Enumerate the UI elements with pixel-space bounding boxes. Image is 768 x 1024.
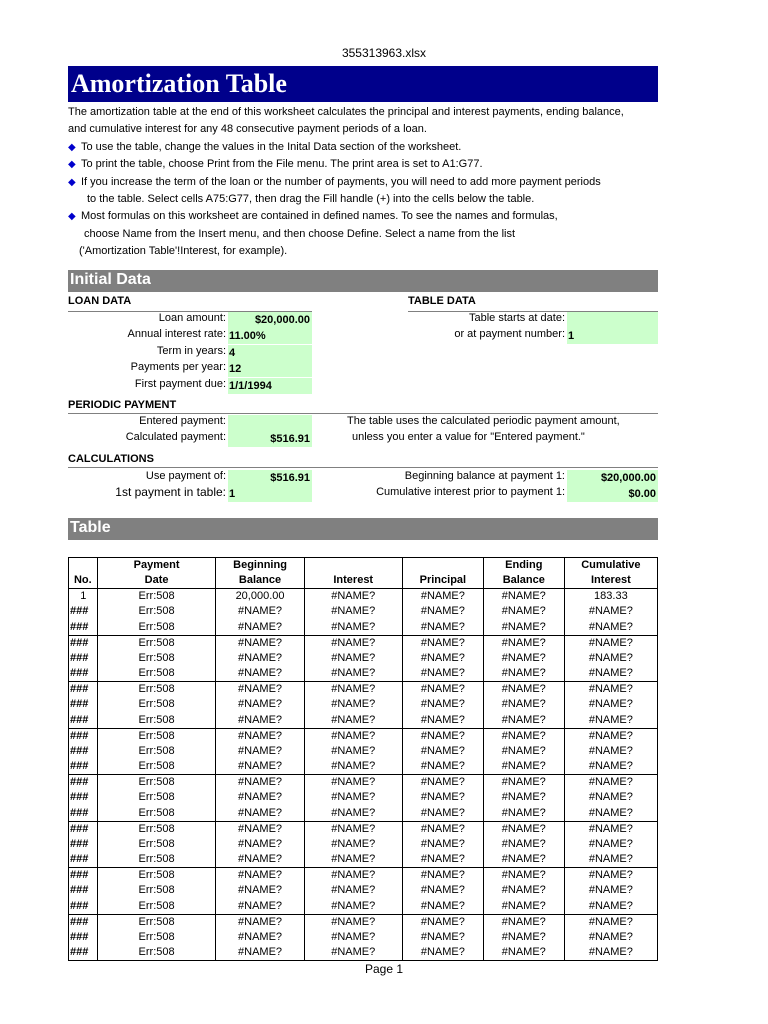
table-cell: #NAME? <box>564 837 657 853</box>
table-cell: #NAME? <box>216 868 304 884</box>
table-cell: ### <box>69 775 98 791</box>
table-cell: 1 <box>69 589 98 605</box>
column-header: Principal <box>402 558 483 589</box>
cumulative-interest-prior-cell: $0.00 <box>567 486 658 502</box>
column-header: Cumulative Interest <box>564 558 657 589</box>
table-cell: #NAME? <box>216 759 304 775</box>
table-cell: Err:508 <box>97 682 216 698</box>
table-cell: #NAME? <box>564 806 657 822</box>
table-cell: #NAME? <box>564 868 657 884</box>
table-cell: Err:508 <box>97 883 216 899</box>
table-cell: #NAME? <box>483 666 564 682</box>
table-cell: #NAME? <box>483 728 564 744</box>
intro-line: The amortization table at the end of this worksheet calculates the principal and interest payments, ending balance, <box>68 106 624 118</box>
table-cell: #NAME? <box>564 945 657 961</box>
cumulative-interest-prior-label: Cumulative interest prior to payment 1: <box>376 486 565 498</box>
initial-data-heading: Initial Data <box>70 271 151 288</box>
table-cell: #NAME? <box>402 744 483 760</box>
table-cell: #NAME? <box>402 821 483 837</box>
table-cell: #NAME? <box>402 883 483 899</box>
intro-line: and cumulative interest for any 48 consecutive payment periods of a loan. <box>68 123 427 136</box>
table-cell: #NAME? <box>483 914 564 930</box>
table-cell: #NAME? <box>304 713 402 729</box>
loan-amount-cell[interactable]: $20,000.00 <box>228 312 312 328</box>
table-cell: #NAME? <box>402 635 483 651</box>
table-cell: Err:508 <box>97 899 216 915</box>
table-cell: #NAME? <box>402 806 483 822</box>
table-cell: #NAME? <box>402 945 483 961</box>
table-cell: #NAME? <box>402 589 483 605</box>
table-row <box>69 930 658 946</box>
table-row <box>69 589 658 605</box>
table-cell: ### <box>69 713 98 729</box>
table-cell: #NAME? <box>304 620 402 636</box>
intro-bullet: ◆ Most formulas on this worksheet are contained in defined names. To see the names and formulas, <box>68 208 668 225</box>
periodic-payment-heading: PERIODIC PAYMENT <box>68 399 177 411</box>
table-cell: ### <box>69 945 98 961</box>
first-payment-due-cell[interactable]: 1/1/1994 <box>228 378 312 394</box>
table-row <box>69 713 658 729</box>
table-cell: #NAME? <box>483 930 564 946</box>
table-cell: #NAME? <box>564 635 657 651</box>
table-cell: #NAME? <box>564 883 657 899</box>
table-cell: #NAME? <box>564 759 657 775</box>
table-cell: Err:508 <box>97 697 216 713</box>
table-cell: #NAME? <box>216 651 304 667</box>
table-cell: Err:508 <box>97 930 216 946</box>
table-cell: #NAME? <box>304 945 402 961</box>
table-cell: #NAME? <box>564 790 657 806</box>
table-cell: #NAME? <box>304 744 402 760</box>
table-cell: ### <box>69 899 98 915</box>
table-cell: #NAME? <box>402 728 483 744</box>
table-cell: #NAME? <box>483 697 564 713</box>
table-row <box>69 806 658 822</box>
table-row <box>69 837 658 853</box>
table-cell: #NAME? <box>216 697 304 713</box>
table-cell: #NAME? <box>564 604 657 620</box>
intro-bullet-cont: choose Name from the Insert menu, and then choose Define. Select a name from the list <box>84 227 516 240</box>
table-cell: Err:508 <box>97 728 216 744</box>
table-cell: #NAME? <box>304 790 402 806</box>
table-cell: Err:508 <box>97 651 216 667</box>
table-cell: Err:508 <box>97 713 216 729</box>
column-header: No. <box>69 558 98 589</box>
table-cell: ### <box>69 806 98 822</box>
table-cell: Err:508 <box>97 604 216 620</box>
table-cell: #NAME? <box>304 883 402 899</box>
table-cell: #NAME? <box>483 589 564 605</box>
table-row <box>69 635 658 651</box>
table-cell: ### <box>69 651 98 667</box>
table-cell: #NAME? <box>402 837 483 853</box>
table-cell: 183.33 <box>564 589 657 605</box>
table-cell: #NAME? <box>304 635 402 651</box>
first-payment-in-table-cell: 1 <box>228 486 312 502</box>
table-cell: ### <box>69 697 98 713</box>
calculated-payment-cell: $516.91 <box>228 431 312 447</box>
table-cell: #NAME? <box>564 914 657 930</box>
intro-text <box>68 104 668 261</box>
table-row <box>69 790 658 806</box>
first-payment-in-table-label: 1st payment in table: <box>115 485 226 499</box>
table-cell: Err:508 <box>97 790 216 806</box>
table-cell: ### <box>69 728 98 744</box>
table-cell: #NAME? <box>402 790 483 806</box>
amortization-table <box>68 557 658 961</box>
table-cell: Err:508 <box>97 666 216 682</box>
table-cell: #NAME? <box>402 899 483 915</box>
table-row <box>69 744 658 760</box>
table-cell: #NAME? <box>564 728 657 744</box>
beginning-balance-label: Beginning balance at payment 1: <box>404 470 565 482</box>
table-cell: #NAME? <box>304 589 402 605</box>
table-cell: Err:508 <box>97 837 216 853</box>
first-payment-due-label: First payment due: <box>134 378 226 390</box>
table-cell: ### <box>69 852 98 868</box>
table-cell: Err:508 <box>97 589 216 605</box>
table-cell: #NAME? <box>402 914 483 930</box>
table-cell: #NAME? <box>483 945 564 961</box>
table-cell: #NAME? <box>216 806 304 822</box>
table-cell: #NAME? <box>304 821 402 837</box>
payments-per-year-label: Payments per year: <box>130 361 226 373</box>
table-cell: #NAME? <box>304 868 402 884</box>
table-cell: Err:508 <box>97 744 216 760</box>
column-header: Ending Balance <box>483 558 564 589</box>
table-row <box>69 697 658 713</box>
table-cell: #NAME? <box>216 775 304 791</box>
table-cell: #NAME? <box>483 759 564 775</box>
table-cell: #NAME? <box>483 620 564 636</box>
table-cell: #NAME? <box>216 899 304 915</box>
table-cell: #NAME? <box>216 945 304 961</box>
table-cell: #NAME? <box>402 666 483 682</box>
divider <box>68 413 658 414</box>
table-cell: #NAME? <box>483 806 564 822</box>
beginning-balance-cell: $20,000.00 <box>567 470 658 486</box>
table-cell: ### <box>69 635 98 651</box>
table-cell: #NAME? <box>564 852 657 868</box>
table-row <box>69 651 658 667</box>
table-cell: #NAME? <box>216 883 304 899</box>
table-cell: #NAME? <box>402 775 483 791</box>
table-row <box>69 821 658 837</box>
table-cell: #NAME? <box>483 837 564 853</box>
table-data-heading: TABLE DATA <box>408 295 476 307</box>
table-cell: #NAME? <box>402 868 483 884</box>
table-cell: #NAME? <box>216 682 304 698</box>
table-cell: #NAME? <box>564 666 657 682</box>
table-heading-bar <box>68 518 658 540</box>
table-cell: Err:508 <box>97 635 216 651</box>
table-cell: #NAME? <box>216 914 304 930</box>
table-cell: ### <box>69 759 98 775</box>
table-cell: #NAME? <box>483 682 564 698</box>
table-cell: #NAME? <box>304 604 402 620</box>
periodic-payment-note: unless you enter a value for "Entered payment." <box>352 431 585 443</box>
table-row <box>69 883 658 899</box>
table-cell: #NAME? <box>564 697 657 713</box>
table-row <box>69 945 658 961</box>
table-cell: #NAME? <box>216 635 304 651</box>
table-cell: #NAME? <box>483 635 564 651</box>
table-start-date-label: Table starts at date: <box>469 312 565 324</box>
table-cell: ### <box>69 666 98 682</box>
table-start-number-cell[interactable]: 1 <box>567 328 658 344</box>
table-cell: Err:508 <box>97 945 216 961</box>
table-cell: #NAME? <box>304 775 402 791</box>
document-filename: 355313963.xlsx <box>341 46 427 60</box>
loan-amount-label: Loan amount: <box>158 312 226 324</box>
table-cell: #NAME? <box>216 620 304 636</box>
table-cell: #NAME? <box>564 620 657 636</box>
table-cell: #NAME? <box>483 713 564 729</box>
table-cell: #NAME? <box>483 651 564 667</box>
table-cell: ### <box>69 790 98 806</box>
column-header: Beginning Balance <box>216 558 304 589</box>
diamond-bullet-icon: ◆ <box>68 176 76 188</box>
table-cell: #NAME? <box>304 728 402 744</box>
table-cell: #NAME? <box>304 899 402 915</box>
table-cell: ### <box>69 682 98 698</box>
table-cell: #NAME? <box>483 604 564 620</box>
table-cell: #NAME? <box>304 697 402 713</box>
table-cell: #NAME? <box>564 713 657 729</box>
table-cell: #NAME? <box>216 666 304 682</box>
table-cell: ### <box>69 620 98 636</box>
table-cell: #NAME? <box>216 728 304 744</box>
use-payment-label: Use payment of: <box>145 470 226 482</box>
table-start-number-label: or at payment number: <box>454 328 565 340</box>
table-cell: #NAME? <box>483 744 564 760</box>
table-row <box>69 728 658 744</box>
table-row <box>69 620 658 636</box>
table-row <box>69 604 658 620</box>
use-payment-cell: $516.91 <box>228 470 312 486</box>
table-cell: #NAME? <box>304 682 402 698</box>
table-cell: #NAME? <box>402 682 483 698</box>
table-cell: #NAME? <box>402 620 483 636</box>
divider <box>68 467 658 468</box>
table-row <box>69 666 658 682</box>
table-cell: #NAME? <box>564 651 657 667</box>
table-cell: #NAME? <box>483 821 564 837</box>
table-cell: #NAME? <box>304 852 402 868</box>
table-cell: #NAME? <box>564 744 657 760</box>
table-cell: Err:508 <box>97 620 216 636</box>
periodic-payment-note: The table uses the calculated periodic payment amount, <box>347 415 620 427</box>
diamond-bullet-icon: ◆ <box>68 159 76 171</box>
table-cell: #NAME? <box>564 899 657 915</box>
entered-payment-label: Entered payment: <box>139 415 226 427</box>
table-cell: Err:508 <box>97 914 216 930</box>
page-number: Page 1 <box>364 962 404 976</box>
table-cell: Err:508 <box>97 759 216 775</box>
column-header: Interest <box>304 558 402 589</box>
table-cell: #NAME? <box>216 790 304 806</box>
table-cell: ### <box>69 868 98 884</box>
table-cell: ### <box>69 930 98 946</box>
table-cell: #NAME? <box>402 697 483 713</box>
table-cell: #NAME? <box>304 651 402 667</box>
table-cell: #NAME? <box>216 837 304 853</box>
table-cell: ### <box>69 883 98 899</box>
table-cell: #NAME? <box>564 682 657 698</box>
intro-bullet: ◆ If you increase the term of the loan or the number of payments, you will need to add more payment periods <box>68 174 668 191</box>
table-cell: #NAME? <box>402 930 483 946</box>
table-heading: Table <box>70 519 111 536</box>
table-cell: #NAME? <box>402 713 483 729</box>
table-cell: #NAME? <box>483 790 564 806</box>
table-cell: #NAME? <box>483 852 564 868</box>
table-header-row <box>69 558 658 589</box>
table-cell: Err:508 <box>97 775 216 791</box>
table-cell: #NAME? <box>564 930 657 946</box>
table-cell: #NAME? <box>483 775 564 791</box>
table-cell: ### <box>69 821 98 837</box>
initial-data-heading-bar <box>68 270 658 292</box>
title-bar <box>68 66 658 102</box>
term-years-label: Term in years: <box>156 345 226 357</box>
table-cell: #NAME? <box>304 914 402 930</box>
table-cell: ### <box>69 604 98 620</box>
intro-bullet: ◆ To use the table, change the values in the Inital Data section of the worksheet. <box>68 139 668 156</box>
table-cell: #NAME? <box>402 759 483 775</box>
table-cell: #NAME? <box>304 837 402 853</box>
table-cell: Err:508 <box>97 852 216 868</box>
diamond-bullet-icon: ◆ <box>68 211 76 223</box>
interest-rate-label: Annual interest rate: <box>127 328 226 340</box>
table-row <box>69 852 658 868</box>
table-cell: 20,000.00 <box>216 589 304 605</box>
table-row <box>69 775 658 791</box>
table-row <box>69 914 658 930</box>
table-cell: #NAME? <box>216 744 304 760</box>
table-cell: #NAME? <box>216 713 304 729</box>
table-cell: #NAME? <box>216 821 304 837</box>
table-cell: #NAME? <box>402 852 483 868</box>
intro-bullet-cont: ('Amortization Table'!Interest, for example). <box>79 245 288 258</box>
table-cell: #NAME? <box>216 852 304 868</box>
table-row <box>69 899 658 915</box>
table-cell: #NAME? <box>216 930 304 946</box>
table-cell: #NAME? <box>304 806 402 822</box>
table-cell: #NAME? <box>564 821 657 837</box>
table-cell: #NAME? <box>216 604 304 620</box>
calculations-heading: CALCULATIONS <box>68 453 154 465</box>
entered-payment-cell[interactable] <box>228 415 312 431</box>
table-cell: #NAME? <box>483 868 564 884</box>
table-cell: Err:508 <box>97 806 216 822</box>
table-row <box>69 759 658 775</box>
column-header: Payment Date <box>97 558 216 589</box>
table-cell: Err:508 <box>97 821 216 837</box>
table-cell: #NAME? <box>483 899 564 915</box>
table-cell: #NAME? <box>483 883 564 899</box>
table-cell: Err:508 <box>97 868 216 884</box>
loan-data-heading: LOAN DATA <box>68 295 132 307</box>
table-cell: ### <box>69 837 98 853</box>
page-title: Amortization Table <box>71 69 287 98</box>
table-cell: ### <box>69 744 98 760</box>
intro-bullet: ◆ To print the table, choose Print from the File menu. The print area is set to A1:G77. <box>68 156 668 173</box>
interest-rate-cell[interactable]: 11.00% <box>228 328 312 344</box>
table-cell: #NAME? <box>564 775 657 791</box>
table-cell: #NAME? <box>304 666 402 682</box>
table-cell: #NAME? <box>402 651 483 667</box>
table-cell: #NAME? <box>304 759 402 775</box>
payments-per-year-cell[interactable]: 12 <box>228 361 312 377</box>
term-years-cell[interactable]: 4 <box>228 345 312 361</box>
diamond-bullet-icon: ◆ <box>68 141 76 153</box>
calculated-payment-label: Calculated payment: <box>125 431 226 443</box>
intro-bullet-cont: to the table. Select cells A75:G77, then drag the Fill handle (+) into the cells below the table. <box>87 192 535 205</box>
table-row <box>69 868 658 884</box>
table-cell: #NAME? <box>402 604 483 620</box>
table-cell: ### <box>69 914 98 930</box>
table-cell: #NAME? <box>304 930 402 946</box>
table-row <box>69 682 658 698</box>
table-start-date-cell[interactable] <box>567 312 658 328</box>
